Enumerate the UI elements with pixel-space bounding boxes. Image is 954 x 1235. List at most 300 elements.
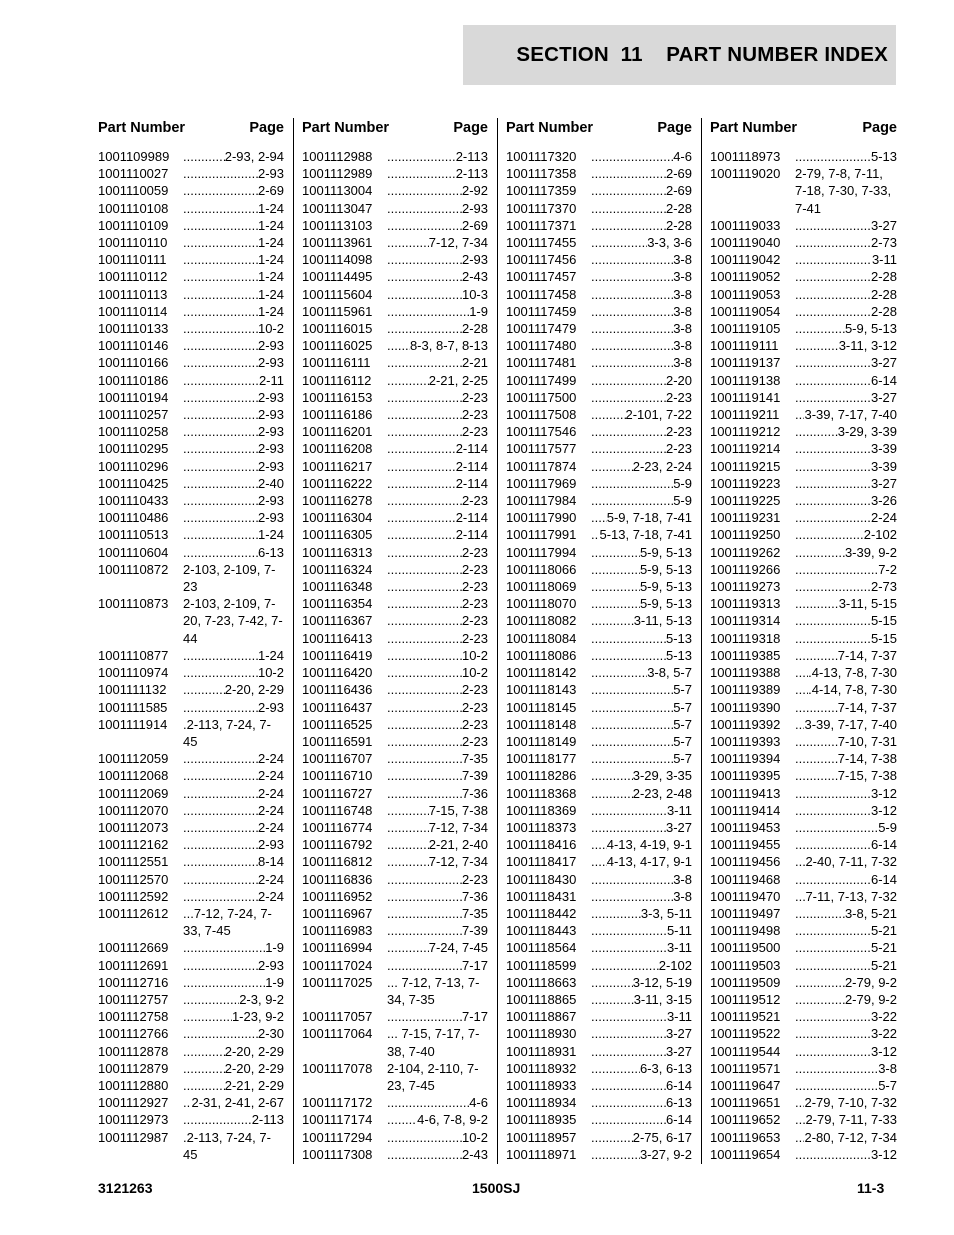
part-number: 1001116774 <box>302 819 373 835</box>
page-reference: 2-23 <box>461 579 488 595</box>
dot-leader <box>387 630 462 647</box>
index-entry <box>506 750 692 767</box>
page-reference: 2-93 <box>257 458 284 474</box>
index-entry <box>302 217 488 234</box>
index-entry <box>710 1146 897 1163</box>
page-reference: 2-23 <box>665 441 692 457</box>
part-number: 1001119392 <box>710 716 781 732</box>
index-column-3 <box>506 118 692 1163</box>
page-reference: 2-43 <box>461 269 488 285</box>
dot-leader <box>183 320 258 337</box>
index-entry <box>506 200 692 217</box>
dot-leader <box>795 836 871 853</box>
index-entry <box>710 785 897 802</box>
page-reference: 2-23 <box>461 682 488 698</box>
page-reference: 2-20, 2-29 <box>224 682 284 698</box>
part-number: 1001112592 <box>98 888 169 904</box>
dot-leader <box>387 526 456 543</box>
part-number: 1001110872 <box>98 561 169 577</box>
page-reference: 2-114 <box>455 510 488 526</box>
dot-leader <box>591 716 673 733</box>
page-reference: 5-21 <box>870 957 897 973</box>
dot-leader <box>795 767 838 784</box>
index-entry <box>710 595 897 612</box>
index-entry <box>710 337 897 354</box>
page-reference: 5-9, 5-13 <box>844 321 897 337</box>
page-reference: 5-9 <box>673 475 692 491</box>
index-entry <box>506 475 692 492</box>
index-entry <box>506 630 692 647</box>
index-entry <box>98 836 284 853</box>
page-reference: 1-24 <box>257 647 284 663</box>
part-number: 1001118149 <box>506 733 577 749</box>
dot-leader <box>387 440 456 457</box>
dot-leader <box>591 991 634 1008</box>
index-entry <box>98 148 284 165</box>
index-entry <box>302 544 488 561</box>
part-number: 1001115961 <box>302 303 373 319</box>
part-number: 1001118143 <box>506 682 577 698</box>
dot-leader <box>387 664 462 681</box>
index-entry <box>98 871 284 888</box>
index-entry <box>98 1077 284 1094</box>
part-number: 1001114495 <box>302 269 373 285</box>
page-reference: 2-28 <box>665 200 692 216</box>
dot-leader <box>795 785 871 802</box>
index-entry <box>710 440 897 457</box>
index-entry <box>302 372 488 389</box>
part-number: 1001116015 <box>302 321 373 337</box>
dot-leader <box>183 957 258 974</box>
page-reference: 7-11, 7-13, 7-32 <box>805 888 897 904</box>
part-number: 1001116591 <box>302 733 373 749</box>
page-reference: 3-27 <box>870 475 897 491</box>
part-number: 1001118931 <box>506 1043 577 1059</box>
dot-leader <box>183 182 258 199</box>
page-reference: 7-39 <box>461 923 488 939</box>
part-number: 1001118177 <box>506 751 577 767</box>
index-entry <box>506 819 692 836</box>
dot-leader <box>795 372 871 389</box>
index-entry <box>302 957 488 974</box>
part-number: 1001112669 <box>98 940 169 956</box>
index-entry <box>302 286 488 303</box>
page-reference: 2-23, 2-48 <box>632 785 692 801</box>
part-number: 1001118442 <box>506 905 577 921</box>
index-entry <box>710 389 897 406</box>
index-entry <box>98 475 284 492</box>
index-entry <box>98 664 284 681</box>
index-entry <box>710 974 897 991</box>
page-reference: 2-102 <box>863 527 897 543</box>
part-number: 1001118957 <box>506 1129 577 1145</box>
part-number: 1001112988 <box>302 149 373 164</box>
index-entry <box>710 905 897 922</box>
page-reference: 7-36 <box>461 888 488 904</box>
page-reference: 3-8 <box>673 355 692 371</box>
index-entry <box>710 1129 897 1146</box>
index-entry <box>302 871 488 888</box>
part-number: 1001118082 <box>506 613 577 629</box>
part-number: 1001116983 <box>302 923 373 939</box>
index-entry <box>98 699 284 716</box>
part-number: 1001119544 <box>710 1043 781 1059</box>
index-entry <box>506 595 692 612</box>
index-entry <box>506 836 692 853</box>
part-number: 1001110166 <box>98 355 169 371</box>
part-number: 1001113103 <box>302 217 373 233</box>
index-entry <box>302 251 488 268</box>
page-reference: 2-93 <box>257 424 284 440</box>
index-entry <box>302 1111 488 1128</box>
dot-leader <box>795 423 838 440</box>
page-reference: 2-23 <box>461 407 488 423</box>
index-entry <box>506 922 692 939</box>
dot-leader <box>183 1043 225 1060</box>
index-entry <box>98 182 284 199</box>
index-entry <box>98 372 284 389</box>
page-reference: 2-104, 2-110, 7-23, 7-45 <box>387 1060 479 1093</box>
index-entry <box>302 733 488 750</box>
part-number: 1001116025 <box>302 338 373 354</box>
index-entry <box>506 286 692 303</box>
dot-leader <box>183 802 258 819</box>
page-reference: 6-13 <box>665 1095 692 1111</box>
index-entry <box>710 561 897 578</box>
dot-leader <box>183 1025 258 1042</box>
dot-leader <box>183 699 258 716</box>
part-number: 1001119215 <box>710 458 781 474</box>
dot-leader <box>795 389 871 406</box>
page-reference: 5-13 <box>665 630 692 646</box>
index-entry <box>710 871 897 888</box>
index-entry <box>98 939 284 956</box>
part-number: 1001117994 <box>506 544 577 560</box>
part-number: 1001117457 <box>506 269 577 285</box>
dot-leader <box>591 647 666 664</box>
page-reference: 3-8, 5-7 <box>647 665 692 681</box>
dot-leader <box>795 647 838 664</box>
index-entry <box>302 268 488 285</box>
index-entry <box>506 785 692 802</box>
part-number-heading: Part Number <box>302 120 390 136</box>
part-number: 1001110113 <box>98 286 168 302</box>
part-number: 1001117371 <box>506 217 577 233</box>
part-number: 1001119571 <box>710 1060 781 1076</box>
part-number: 1001117481 <box>506 355 577 371</box>
part-number: 1001115604 <box>302 286 373 302</box>
part-number: 1001118430 <box>506 871 577 887</box>
dot-leader <box>795 991 845 1008</box>
dot-leader <box>183 492 258 509</box>
dot-leader <box>183 303 258 320</box>
index-entry <box>710 1077 897 1094</box>
page-reference: 3-8, 5-21 <box>844 905 897 921</box>
dot-leader <box>591 303 673 320</box>
part-number: 1001117174 <box>302 1112 373 1128</box>
index-entry <box>302 561 488 578</box>
dot-leader <box>387 509 456 526</box>
dot-leader <box>183 440 258 457</box>
index-entry <box>98 561 284 595</box>
dot-leader <box>387 888 462 905</box>
column-header <box>302 118 488 148</box>
index-entry <box>98 509 284 526</box>
index-entry <box>302 612 488 629</box>
part-number: 1001119522 <box>710 1026 781 1042</box>
part-number: 1001112757 <box>98 991 169 1007</box>
part-number: 1001116112 <box>302 372 372 388</box>
index-entry <box>98 354 284 371</box>
dot-leader <box>183 251 258 268</box>
index-entry <box>302 699 488 716</box>
dot-leader <box>591 268 673 285</box>
dot-leader <box>387 699 462 716</box>
index-entry <box>98 819 284 836</box>
index-entry <box>302 148 488 165</box>
page-reference: 2-103, 2-109, 7-23 <box>183 561 276 595</box>
index-entry <box>506 1077 692 1094</box>
page-reference: 5-7 <box>878 1077 897 1093</box>
part-number: 1001119647 <box>710 1077 781 1093</box>
page-reference: 3-8 <box>673 888 692 904</box>
part-number: 1001119020 <box>710 166 781 182</box>
page-reference: 3-11, 5-13 <box>633 613 692 629</box>
dot-leader <box>795 853 805 870</box>
part-number: 1001119653 <box>710 1129 781 1145</box>
part-number: 1001110027 <box>98 166 169 182</box>
index-entry <box>506 1043 692 1060</box>
index-entry <box>506 767 692 784</box>
dot-leader <box>795 819 878 836</box>
page-reference: 1-24 <box>257 252 284 268</box>
index-entry <box>302 1060 488 1094</box>
page-reference: 2-24 <box>257 768 284 784</box>
dot-leader <box>183 286 258 303</box>
index-entry <box>302 939 488 956</box>
part-number: 1001114098 <box>302 252 373 268</box>
index-entry <box>710 853 897 870</box>
part-number: 1001117984 <box>506 493 577 509</box>
index-entry <box>710 303 897 320</box>
part-number: 1001119413 <box>710 785 781 801</box>
dot-leader <box>183 871 258 888</box>
dot-leader <box>183 888 258 905</box>
part-number: 1001118934 <box>506 1095 577 1111</box>
index-entry <box>506 165 692 182</box>
index-entry <box>302 802 488 819</box>
page-reference: 5-9, 5-13 <box>639 561 692 577</box>
dot-leader <box>591 475 673 492</box>
index-entry <box>98 251 284 268</box>
footer-page-number: 11-3 <box>857 1180 885 1196</box>
page-reference: 2-24 <box>870 510 897 526</box>
page-reference: 3-29, 3-35 <box>632 768 692 784</box>
page-reference: 5-15 <box>870 613 897 629</box>
page-reference: 2-69 <box>665 166 692 182</box>
dot-leader <box>591 544 640 561</box>
index-entry <box>506 699 692 716</box>
page-reference: 2-23 <box>461 716 488 732</box>
page-reference: 2-23 <box>461 871 488 887</box>
page-reference: 5-9, 7-18, 7-41 <box>606 510 692 526</box>
part-number: 1001109989 <box>98 149 170 164</box>
dot-leader <box>591 836 607 853</box>
index-entry <box>506 423 692 440</box>
dot-leader <box>387 544 462 561</box>
page-reference: 2-24 <box>257 819 284 835</box>
dot-leader <box>387 647 462 664</box>
section-header <box>463 25 896 85</box>
page-reference: 5-9, 5-13 <box>639 544 692 560</box>
page-heading: Page <box>862 120 897 136</box>
dot-leader <box>183 1094 191 1111</box>
dot-leader <box>387 251 462 268</box>
index-entry <box>302 440 488 457</box>
part-number: 1001119042 <box>710 252 781 268</box>
part-number: 1001117479 <box>506 321 577 337</box>
index-entry <box>710 320 897 337</box>
index-entry <box>710 251 897 268</box>
index-entry <box>506 905 692 922</box>
part-number: 1001110296 <box>98 458 169 474</box>
part-number: 1001112989 <box>302 166 373 182</box>
dot-leader <box>183 819 258 836</box>
part-number: 1001118148 <box>506 716 577 732</box>
dot-leader <box>795 475 871 492</box>
dot-leader <box>795 217 871 234</box>
page-reference: 2-40, 7-11, 7-32 <box>805 854 897 870</box>
page-reference: 2-23 <box>461 424 488 440</box>
page-reference: 3-3, 5-11 <box>640 905 692 921</box>
page-reference: 2-24 <box>257 871 284 887</box>
part-number: 1001119313 <box>710 596 781 612</box>
index-entry <box>710 681 897 698</box>
index-entry <box>302 423 488 440</box>
dot-leader <box>795 1077 878 1094</box>
page-reference: 3-27 <box>665 819 692 835</box>
index-entry <box>710 492 897 509</box>
dot-leader <box>183 991 239 1008</box>
dot-leader <box>795 354 871 371</box>
dot-leader <box>183 939 265 956</box>
dot-leader <box>795 526 864 543</box>
dot-leader <box>591 1025 666 1042</box>
dot-leader <box>183 509 258 526</box>
index-entry <box>302 1025 488 1059</box>
dot-leader <box>387 836 429 853</box>
page-reference: 1-23, 9-2 <box>231 1009 284 1025</box>
dot-leader <box>795 939 871 956</box>
page-reference: 2-23 <box>461 561 488 577</box>
part-number: 1001119394 <box>710 751 781 767</box>
index-entry <box>710 354 897 371</box>
dot-leader <box>591 681 673 698</box>
page-reference: 3-8 <box>673 321 692 337</box>
part-number: 1001119468 <box>710 871 781 887</box>
page-reference: 2-21 <box>461 355 488 371</box>
part-number: 1001119651 <box>710 1095 781 1111</box>
page-reference: 2-73 <box>870 235 897 251</box>
index-entry <box>506 182 692 199</box>
part-number: 1001116217 <box>302 458 373 474</box>
index-entry <box>506 1008 692 1025</box>
page-reference: 3-12 <box>870 785 897 801</box>
part-number: 1001119105 <box>710 321 781 337</box>
index-entry <box>506 578 692 595</box>
page-reference: 2-28 <box>461 321 488 337</box>
part-number: 1001112059 <box>98 751 169 767</box>
part-number: 1001110433 <box>98 493 169 509</box>
index-entry <box>98 526 284 543</box>
dot-leader <box>795 1146 871 1163</box>
page-reference: 3-27 <box>870 217 897 233</box>
dot-leader <box>387 1111 417 1128</box>
index-entry <box>98 217 284 234</box>
dot-leader <box>183 647 258 664</box>
dot-leader <box>591 699 673 716</box>
page-reference: 2-93 <box>257 407 284 423</box>
part-number: 1001118443 <box>506 923 577 939</box>
part-number: 1001117459 <box>506 303 577 319</box>
part-number: 1001110295 <box>98 441 169 457</box>
index-entry <box>98 1129 284 1163</box>
part-number: 1001119314 <box>710 613 781 629</box>
dot-leader <box>591 406 626 423</box>
dot-leader <box>183 165 258 182</box>
index-entry <box>302 320 488 337</box>
page-reference: 2-21, 2-25 <box>428 372 488 388</box>
part-number: 1001116208 <box>302 441 373 457</box>
page-reference: 3-12 <box>870 802 897 818</box>
dot-leader <box>795 268 871 285</box>
column-divider <box>497 118 498 1164</box>
page-reference: 5-7 <box>673 751 692 767</box>
page-reference: 2-20, 2-29 <box>224 1060 284 1076</box>
dot-leader <box>591 664 647 681</box>
page-reference: 3-22 <box>870 1026 897 1042</box>
index-entry <box>710 406 897 423</box>
dot-leader <box>183 217 258 234</box>
page-reference: 10-3 <box>461 286 488 302</box>
page-reference: 4-13, 4-19, 9-1 <box>606 837 692 853</box>
dot-leader <box>795 1111 805 1128</box>
page-reference: 1-9 <box>469 303 488 319</box>
dot-leader <box>387 389 462 406</box>
index-entry <box>710 526 897 543</box>
part-number: 1001118663 <box>506 974 577 990</box>
part-number: 1001117455 <box>506 235 577 251</box>
page-reference: 5-13, 7-18, 7-41 <box>599 527 692 543</box>
part-number: 1001119138 <box>710 372 781 388</box>
part-number: 1001116313 <box>302 544 373 560</box>
dot-leader <box>591 320 673 337</box>
index-entry <box>710 733 897 750</box>
index-entry <box>506 1060 692 1077</box>
page-reference: 2-93 <box>257 338 284 354</box>
part-number: 1001118086 <box>506 647 577 663</box>
dot-leader <box>387 561 462 578</box>
part-number: 1001117370 <box>506 200 577 216</box>
dot-leader <box>795 612 871 629</box>
dot-leader <box>183 458 258 475</box>
page-reference: 3-8 <box>878 1060 897 1076</box>
dot-leader <box>387 165 456 182</box>
dot-leader <box>591 165 666 182</box>
page-reference: 3-12 <box>870 1043 897 1059</box>
part-number: 1001118084 <box>506 630 577 646</box>
part-number: 1001111585 <box>98 699 168 715</box>
